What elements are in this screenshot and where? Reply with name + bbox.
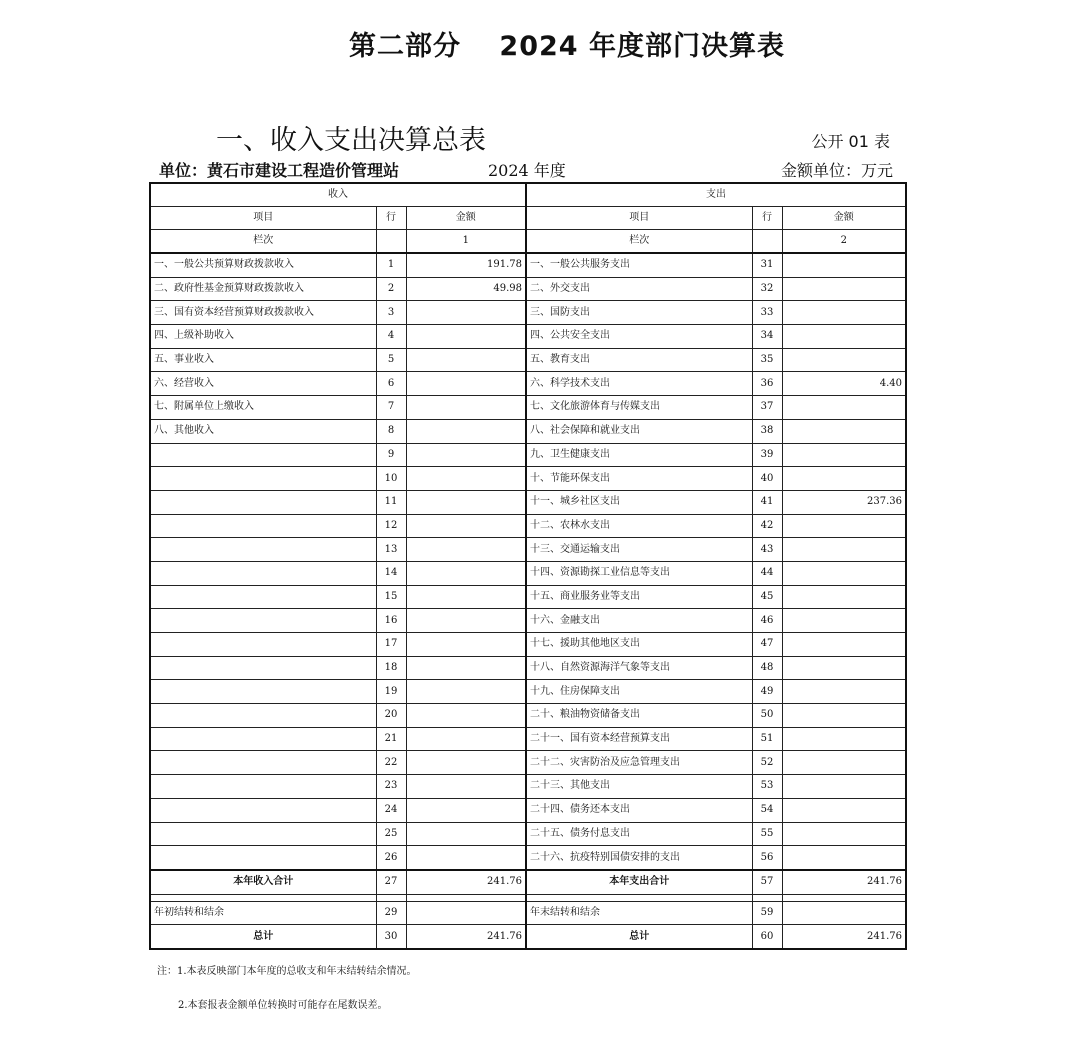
income-item-label (150, 727, 376, 751)
expense-item-label: 二十、粮油物资储备支出 (526, 704, 752, 728)
income-amount (406, 372, 526, 396)
expense-item-label: 年末结转和结余 (526, 901, 752, 925)
expense-amount (782, 561, 906, 585)
income-row-number: 2 (376, 277, 406, 301)
income-item-label (150, 514, 376, 538)
expense-row-number: 48 (752, 656, 782, 680)
table-title: 一、收入支出决算总表 (216, 125, 486, 156)
income-seq-label: 栏次 (150, 230, 376, 254)
income-amount (406, 656, 526, 680)
income-item-label (150, 751, 376, 775)
form-code: 公开 01 表 (811, 132, 890, 151)
expense-item-label: 九、卫生健康支出 (526, 443, 752, 467)
income-row-number: 25 (376, 822, 406, 846)
carryover-row (150, 901, 906, 925)
income-row-number: 9 (376, 443, 406, 467)
income-item-label: 八、其他收入 (150, 419, 376, 443)
expense-item-label: 十三、交通运输支出 (526, 538, 752, 562)
income-row-number: 26 (376, 846, 406, 870)
income-item-label: 二、政府性基金预算财政拨款收入 (150, 277, 376, 301)
expense-amount (782, 901, 906, 925)
income-row-number: 17 (376, 633, 406, 657)
income-row-number: 3 (376, 301, 406, 325)
expense-item-label: 十九、住房保障支出 (526, 680, 752, 704)
expense-item-label: 二十一、国有资本经营预算支出 (526, 727, 752, 751)
expense-amount (782, 727, 906, 751)
expense-row-number: 34 (752, 325, 782, 349)
income-seq-number: 1 (406, 230, 526, 254)
table-row (150, 798, 906, 822)
table-row (150, 277, 906, 301)
expense-amount (782, 633, 906, 657)
expense-heading: 支出 (526, 183, 906, 207)
expense-row-number: 41 (752, 490, 782, 514)
income-row-number: 16 (376, 609, 406, 633)
income-amount (406, 419, 526, 443)
expense-amount (782, 609, 906, 633)
expense-item-label: 十四、资源勘探工业信息等支出 (526, 561, 752, 585)
expense-row-number: 53 (752, 775, 782, 799)
expense-amount (782, 301, 906, 325)
expense-amount-header: 金额 (782, 207, 906, 230)
income-item-label (150, 775, 376, 799)
expense-row-number: 36 (752, 372, 782, 396)
table-row (150, 656, 906, 680)
income-row-number: 1 (376, 253, 406, 277)
income-row-number: 20 (376, 704, 406, 728)
income-amount (406, 490, 526, 514)
income-item-label: 本年收入合计 (150, 870, 376, 894)
expense-seq-label: 栏次 (526, 230, 752, 254)
expense-amount (782, 775, 906, 799)
table-row (150, 633, 906, 657)
income-amount (406, 301, 526, 325)
income-item-label: 年初结转和结余 (150, 901, 376, 925)
table-row (150, 396, 906, 420)
income-item-label (150, 704, 376, 728)
income-item-label: 五、事业收入 (150, 348, 376, 372)
income-amount (406, 751, 526, 775)
expense-row-number: 38 (752, 419, 782, 443)
income-item-label (150, 609, 376, 633)
income-amount (406, 514, 526, 538)
expense-row-number: 51 (752, 727, 782, 751)
income-item-label: 三、国有资本经营预算财政拨款收入 (150, 301, 376, 325)
expense-item-label: 六、科学技术支出 (526, 372, 752, 396)
expense-row-number: 52 (752, 751, 782, 775)
expense-row-number: 37 (752, 396, 782, 420)
part-title: 第二部分 2024 年度部门决算表 (349, 31, 785, 62)
income-row-number: 21 (376, 727, 406, 751)
expense-row-number: 44 (752, 561, 782, 585)
table-row (150, 704, 906, 728)
expense-amount (782, 443, 906, 467)
expense-row-number: 60 (752, 925, 782, 949)
income-item-label: 总计 (150, 925, 376, 949)
income-row-number: 22 (376, 751, 406, 775)
expense-row-number: 32 (752, 277, 782, 301)
expense-row-number: 45 (752, 585, 782, 609)
table-row (150, 727, 906, 751)
spacer-row (150, 894, 906, 901)
table-row (150, 775, 906, 799)
expense-row-number: 59 (752, 901, 782, 925)
reporting-unit: 单位：黄石市建设工程造价管理站 (159, 161, 400, 180)
spacer-cell (376, 894, 406, 901)
income-row-number: 24 (376, 798, 406, 822)
expense-amount (782, 704, 906, 728)
expense-row-number: 47 (752, 633, 782, 657)
income-amount (406, 633, 526, 657)
expense-row-number: 54 (752, 798, 782, 822)
spacer-cell (526, 894, 752, 901)
table-row (150, 301, 906, 325)
table-row (150, 561, 906, 585)
expense-item-label: 十二、农林水支出 (526, 514, 752, 538)
expense-amount (782, 798, 906, 822)
expense-item-label: 十六、金融支出 (526, 609, 752, 633)
income-row-number: 15 (376, 585, 406, 609)
income-amount (406, 704, 526, 728)
income-amount (406, 775, 526, 799)
expense-item-label: 十、节能环保支出 (526, 467, 752, 491)
note-2: 2.本套报表金额单位转换时可能存在尾数误差。 (178, 1000, 388, 1011)
table-body (150, 183, 906, 949)
table-row (150, 253, 906, 277)
expense-row-number: 43 (752, 538, 782, 562)
income-item-label (150, 561, 376, 585)
expense-item-label: 本年支出合计 (526, 870, 752, 894)
income-amount (406, 609, 526, 633)
expense-item-header: 项目 (526, 207, 752, 230)
expense-item-label: 总计 (526, 925, 752, 949)
table-row (150, 585, 906, 609)
income-item-label (150, 846, 376, 870)
income-amount: 241.76 (406, 925, 526, 949)
income-item-label: 一、一般公共预算财政拨款收入 (150, 253, 376, 277)
income-item-label (150, 822, 376, 846)
table-row (150, 822, 906, 846)
income-row-number: 18 (376, 656, 406, 680)
expense-item-label: 十五、商业服务业等支出 (526, 585, 752, 609)
income-row-number: 23 (376, 775, 406, 799)
income-row-header: 行 (376, 207, 406, 230)
income-row-number: 14 (376, 561, 406, 585)
expense-item-label: 十八、自然资源海洋气象等支出 (526, 656, 752, 680)
expense-row-number: 35 (752, 348, 782, 372)
income-amount (406, 396, 526, 420)
table-row (150, 609, 906, 633)
fiscal-year: 2024 年度 (488, 161, 566, 180)
income-row-number: 30 (376, 925, 406, 949)
expense-amount: 4.40 (782, 372, 906, 396)
table-row (150, 325, 906, 349)
income-item-label: 六、经营收入 (150, 372, 376, 396)
income-amount (406, 538, 526, 562)
income-amount (406, 680, 526, 704)
expense-seq-number: 2 (782, 230, 906, 254)
income-expense-table (149, 182, 907, 950)
income-row-number: 13 (376, 538, 406, 562)
expense-seq-blank (752, 230, 782, 254)
income-amount (406, 467, 526, 491)
income-item-label: 七、附属单位上缴收入 (150, 396, 376, 420)
sequence-row (150, 230, 906, 254)
table-row (150, 751, 906, 775)
table-row (150, 443, 906, 467)
spacer-cell (150, 894, 376, 901)
expense-row-number: 39 (752, 443, 782, 467)
expense-item-label: 一、一般公共服务支出 (526, 253, 752, 277)
note-1: 注：1.本表反映部门本年度的总收支和年末结转结余情况。 (157, 966, 417, 977)
income-item-label: 四、上级补助收入 (150, 325, 376, 349)
expense-amount: 241.76 (782, 870, 906, 894)
income-amount (406, 727, 526, 751)
income-amount-header: 金额 (406, 207, 526, 230)
table-row (150, 514, 906, 538)
income-item-label (150, 467, 376, 491)
expense-item-label: 二、外交支出 (526, 277, 752, 301)
table-row (150, 348, 906, 372)
section-header-row (150, 183, 906, 207)
amount-unit: 金额单位：万元 (780, 161, 893, 180)
expense-item-label: 八、社会保障和就业支出 (526, 419, 752, 443)
expense-amount (782, 585, 906, 609)
income-row-number: 27 (376, 870, 406, 894)
table-row (150, 372, 906, 396)
expense-row-number: 50 (752, 704, 782, 728)
expense-item-label: 二十五、债务付息支出 (526, 822, 752, 846)
column-header-row (150, 207, 906, 230)
income-row-number: 10 (376, 467, 406, 491)
table-row (150, 538, 906, 562)
total-row (150, 925, 906, 949)
income-amount (406, 443, 526, 467)
income-amount: 191.78 (406, 253, 526, 277)
expense-item-label: 十一、城乡社区支出 (526, 490, 752, 514)
expense-amount (782, 680, 906, 704)
income-row-number: 5 (376, 348, 406, 372)
income-seq-blank (376, 230, 406, 254)
expense-amount (782, 846, 906, 870)
income-row-number: 11 (376, 490, 406, 514)
expense-item-label: 十七、援助其他地区支出 (526, 633, 752, 657)
income-row-number: 7 (376, 396, 406, 420)
income-amount: 241.76 (406, 870, 526, 894)
expense-amount (782, 656, 906, 680)
income-amount (406, 348, 526, 372)
table-row (150, 419, 906, 443)
expense-amount (782, 396, 906, 420)
income-item-label (150, 633, 376, 657)
spacer-cell (752, 894, 782, 901)
income-row-number: 29 (376, 901, 406, 925)
income-amount (406, 822, 526, 846)
income-item-label (150, 680, 376, 704)
income-row-number: 4 (376, 325, 406, 349)
expense-row-number: 49 (752, 680, 782, 704)
expense-item-label: 二十六、抗疫特别国债安排的支出 (526, 846, 752, 870)
income-amount (406, 325, 526, 349)
income-amount (406, 798, 526, 822)
expense-amount (782, 325, 906, 349)
expense-row-number: 40 (752, 467, 782, 491)
expense-item-label: 二十三、其他支出 (526, 775, 752, 799)
expense-row-number: 33 (752, 301, 782, 325)
income-row-number: 6 (376, 372, 406, 396)
table-row (150, 490, 906, 514)
expense-amount (782, 348, 906, 372)
expense-item-label: 二十二、灾害防治及应急管理支出 (526, 751, 752, 775)
expense-row-number: 57 (752, 870, 782, 894)
income-amount (406, 846, 526, 870)
expense-amount (782, 253, 906, 277)
expense-item-label: 四、公共安全支出 (526, 325, 752, 349)
expense-row-number: 46 (752, 609, 782, 633)
expense-row-number: 56 (752, 846, 782, 870)
expense-amount (782, 277, 906, 301)
expense-amount (782, 822, 906, 846)
income-item-label (150, 798, 376, 822)
income-item-label (150, 443, 376, 467)
expense-amount (782, 419, 906, 443)
income-item-label (150, 585, 376, 609)
income-amount (406, 585, 526, 609)
income-item-label (150, 656, 376, 680)
income-amount (406, 901, 526, 925)
income-heading: 收入 (150, 183, 526, 207)
income-row-number: 19 (376, 680, 406, 704)
expense-amount (782, 514, 906, 538)
income-item-label (150, 538, 376, 562)
table-row (150, 846, 906, 870)
expense-amount (782, 538, 906, 562)
expense-item-label: 二十四、债务还本支出 (526, 798, 752, 822)
expense-amount: 237.36 (782, 490, 906, 514)
expense-row-number: 31 (752, 253, 782, 277)
income-row-number: 12 (376, 514, 406, 538)
expense-item-label: 三、国防支出 (526, 301, 752, 325)
expense-item-label: 七、文化旅游体育与传媒支出 (526, 396, 752, 420)
subtotal-row (150, 870, 906, 894)
income-amount (406, 561, 526, 585)
income-row-number: 8 (376, 419, 406, 443)
expense-amount (782, 751, 906, 775)
expense-row-number: 42 (752, 514, 782, 538)
income-amount: 49.98 (406, 277, 526, 301)
expense-row-header: 行 (752, 207, 782, 230)
table-row (150, 680, 906, 704)
expense-row-number: 55 (752, 822, 782, 846)
spacer-cell (406, 894, 526, 901)
table-row (150, 467, 906, 491)
income-item-header: 项目 (150, 207, 376, 230)
expense-amount (782, 467, 906, 491)
income-item-label (150, 490, 376, 514)
expense-amount: 241.76 (782, 925, 906, 949)
spacer-cell (782, 894, 906, 901)
expense-item-label: 五、教育支出 (526, 348, 752, 372)
